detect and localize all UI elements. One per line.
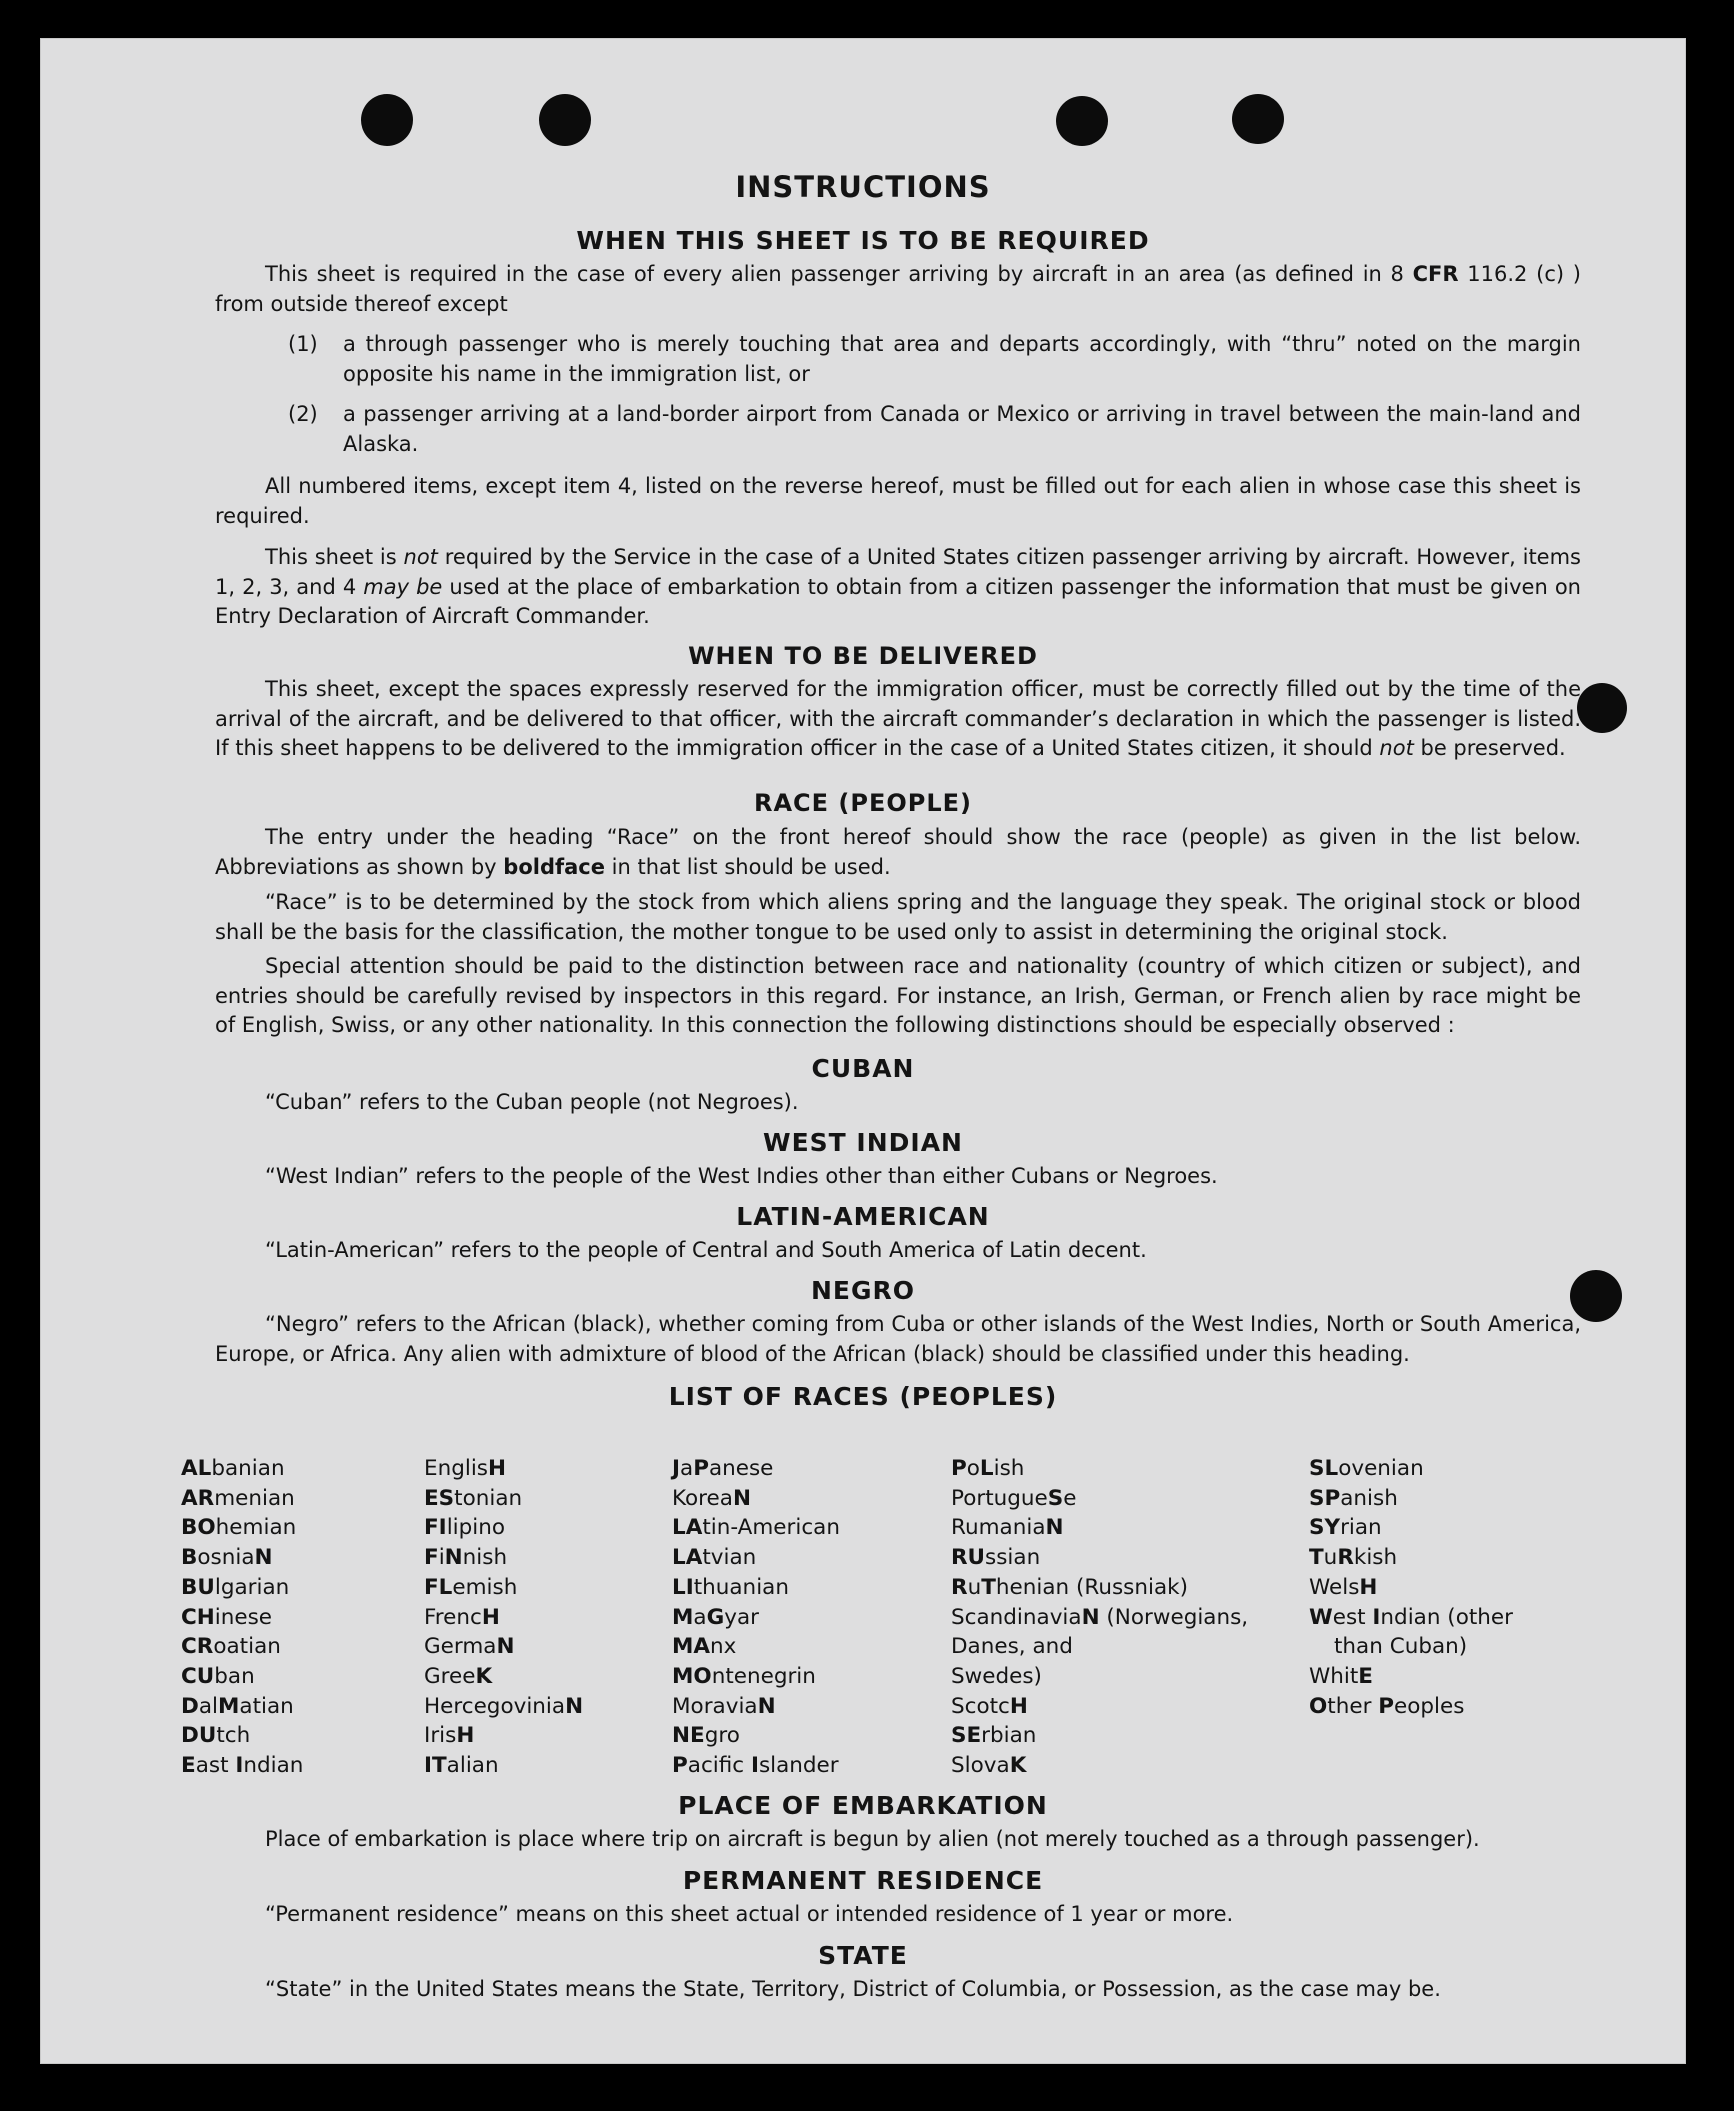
race-list-item: West Indian (other [1309, 1604, 1513, 1630]
punch-hole [1577, 683, 1627, 733]
punch-hole [1056, 96, 1108, 146]
race-list-item: MOntenegrin [672, 1663, 816, 1689]
section-heading-list-of-races: LIST OF RACES (PEOPLES) [668, 1382, 1058, 1411]
race-list-item: RuThenian (Russniak) [951, 1574, 1188, 1600]
race-list-item: BosniaN [181, 1545, 273, 1571]
race-list-item: MAnx [672, 1634, 737, 1660]
paragraph-negro: “Negro” refers to the African (black), whether coming from Cuba or other islands of the West Indies, North or South America, Europe, or Africa. Any alien with admixture of blood of the African (black) should be classified under this heading. [215, 1312, 1581, 1366]
race-list-item: FiNnish [424, 1545, 508, 1571]
section-heading-when-delivered: WHEN TO BE DELIVERED [688, 642, 1038, 670]
section-heading-state: STATE [818, 1941, 908, 1970]
exception-item-1: (1) a through passenger who is merely touching that area and departs accordingly, with “thru” noted on the margin opposite his name in the immigration list, or [288, 332, 1581, 386]
paragraph-place-of-embarkation: Place of embarkation is place where trip on aircraft is begun by alien (not merely touched as a through passenger). [265, 1827, 1480, 1851]
race-list-item: JaPanese [672, 1456, 774, 1481]
section-heading-cuban: CUBAN [811, 1054, 915, 1083]
race-list-item: NEgro [672, 1723, 740, 1749]
paragraph-west-indian: “West Indian” refers to the people of the West Indies other than either Cubans or Negroes. [265, 1164, 1218, 1188]
race-list-item: DUtch [181, 1723, 251, 1749]
race-list-item: GermaN [424, 1634, 515, 1660]
section-heading-negro: NEGRO [810, 1276, 916, 1305]
race-list-item: PoLish [951, 1456, 1025, 1481]
race-list-item: FIlipino [424, 1515, 506, 1541]
race-list-item: LAtvian [672, 1545, 757, 1571]
paragraph-delivered: This sheet, except the spaces expressly reserved for the immigration officer, must be correctly filled out by the time of the arrival of the aircraft, and be delivered to that officer, with the aircraft commander’s declaration in which the passenger is listed. If this sheet happens to be delivered to the immigration officer in the case of a United States citizen, it should not be preserved. [215, 677, 1581, 760]
race-list-column-3 [672, 1454, 840, 1781]
paragraph-race-entry: The entry under the heading “Race” on the front hereof should show the race (people) as given in the list below. Abbreviations as shown by boldface in that list should be used. [215, 825, 1581, 879]
race-list-item: EnglisH [424, 1456, 507, 1481]
race-list-item: CHinese [181, 1604, 273, 1630]
race-list-column-4 [951, 1454, 1248, 1781]
paragraph-latin-american: “Latin-American” refers to the people of Central and South America of Latin decent. [265, 1238, 1147, 1262]
race-list-item: than Cuban) [1334, 1634, 1468, 1660]
paragraph-all-items: All numbered items, except item 4, listed on the reverse hereof, must be filled out for each alien in whose case this sheet is required. [215, 474, 1581, 528]
race-list-item: DalMatian [181, 1693, 294, 1719]
race-list-item: IrisH [424, 1723, 475, 1749]
paragraph-citizen: This sheet is not required by the Service in the case of a United States citizen passenger arriving by aircraft. However, items 1, 2, 3, and 4 may be used at the place of embarkation to obtain from a citizen passenger the information that must be given on Entry Declaration of Aircraft Commander. [215, 545, 1581, 628]
race-list-item: East Indian [181, 1753, 304, 1779]
race-list-item: LAtin-American [672, 1515, 840, 1541]
race-list-item: FrencH [424, 1604, 500, 1630]
race-list-item: Swedes) [951, 1663, 1042, 1689]
race-list-item: SErbian [951, 1723, 1037, 1749]
race-list-item: ScotcH [951, 1693, 1028, 1719]
race-list-item: MoraviaN [672, 1693, 776, 1719]
race-list-item: ALbanian [181, 1456, 285, 1481]
document-page [40, 38, 1686, 2064]
paragraph-cuban: “Cuban” refers to the Cuban people (not Negroes). [265, 1090, 799, 1114]
race-list-column-1 [181, 1454, 303, 1781]
punch-hole [1232, 94, 1284, 144]
paragraph-race-nationality: Special attention should be paid to the distinction between race and nationality (country of which citizen or subject), and entries should be carefully revised by inspectors in this regard. For instance, an Irish, German, or French alien by race might be of English, Swiss, or any other nationality. In this connection the following distinctions should be especially observed : [215, 954, 1581, 1037]
section-heading-west-indian: WEST INDIAN [763, 1128, 963, 1157]
paragraph-race-determination: “Race” is to be determined by the stock from which aliens spring and the language they speak. The original stock or blood shall be the basis for the classification, the mother tongue to be used only to assist in determining the original stock. [215, 890, 1581, 944]
race-list-item: SlovaK [951, 1753, 1027, 1779]
page-title: INSTRUCTIONS [735, 170, 991, 204]
section-heading-when-required: WHEN THIS SHEET IS TO BE REQUIRED [576, 226, 1150, 255]
race-list-item: RumaniaN [951, 1515, 1064, 1541]
race-list-item: ARmenian [181, 1485, 295, 1511]
race-list-item: BUlgarian [181, 1574, 290, 1600]
race-list-item: EStonian [424, 1485, 523, 1511]
race-list-item: ScandinaviaN (Norwegians, [951, 1604, 1249, 1630]
paragraph-state: “State” in the United States means the State, Territory, District of Columbia, or Possession, as the case may be. [265, 1977, 1441, 2001]
punch-hole [361, 94, 413, 146]
race-list-item: Danes, and [951, 1634, 1073, 1660]
paragraph-permanent-residence: “Permanent residence” means on this sheet actual or intended residence of 1 year or more. [265, 1902, 1234, 1926]
race-list-item: RUssian [951, 1545, 1041, 1571]
race-list-item: GreeK [424, 1663, 493, 1689]
race-list-item: Pacific Islander [672, 1753, 839, 1779]
section-heading-permanent-residence: PERMANENT RESIDENCE [682, 1866, 1044, 1895]
race-list-item: KoreaN [672, 1485, 751, 1511]
race-list-item: PortugueSe [951, 1485, 1077, 1511]
paragraph-required-intro: This sheet is required in the case of every alien passenger arriving by aircraft in an area (as defined in 8 CFR 116.2 (c) ) from outside thereof except [215, 262, 1581, 316]
race-list-item: HercegoviniaN [424, 1693, 584, 1719]
exception-item-2: (2) a passenger arriving at a land-border airport from Canada or Mexico or arriving in travel between the main-land and Alaska. [288, 402, 1581, 456]
race-list-item: BOhemian [181, 1515, 297, 1541]
race-list-column-2 [424, 1454, 583, 1781]
race-list-column-5 [1309, 1454, 1513, 1721]
section-heading-race: RACE (PEOPLE) [753, 789, 973, 817]
race-list-item: TuRkish [1309, 1545, 1398, 1571]
section-heading-place-of-embarkation: PLACE OF EMBARKATION [678, 1791, 1048, 1820]
race-list-item: SYrian [1309, 1515, 1382, 1541]
race-list-item: Other Peoples [1309, 1693, 1465, 1719]
race-list-item: CRoatian [181, 1634, 281, 1660]
race-list-item: WhitE [1309, 1663, 1373, 1689]
section-heading-latin-american: LATIN-AMERICAN [736, 1202, 990, 1231]
race-list-item: ITalian [424, 1753, 499, 1779]
race-list-item: SPanish [1309, 1485, 1398, 1511]
race-list-item: CUban [181, 1663, 255, 1689]
punch-hole [539, 94, 591, 146]
race-list-item: SLovenian [1309, 1456, 1424, 1481]
race-list-item: WelsH [1309, 1574, 1378, 1600]
race-list-item: MaGyar [672, 1604, 759, 1630]
race-list-item: LIthuanian [672, 1574, 789, 1600]
race-list-item: FLemish [424, 1574, 518, 1600]
